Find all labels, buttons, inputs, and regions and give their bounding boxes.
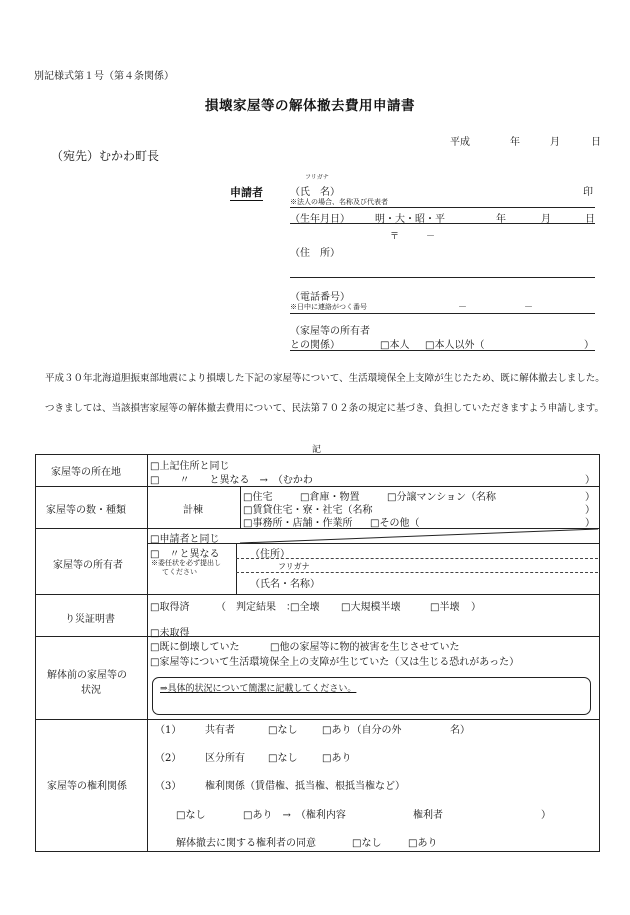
proxy-note: ※委任状を必ず提出し — [151, 559, 221, 567]
status-hazard-checkbox[interactable]: □家屋等について生活環境保全上の支障が生じていた（又は生じる恐れがあった） — [150, 657, 520, 668]
rights-none-checkbox[interactable]: □なし — [176, 810, 206, 821]
owner-furigana: フリガナ — [278, 562, 310, 571]
status-damage-checkbox[interactable]: □他の家屋等に物的被害を生じさせていた — [270, 642, 460, 653]
cert-not-obtained-checkbox[interactable]: □未取得 — [150, 628, 190, 639]
owner-label: 家屋等の所有者 — [53, 560, 123, 571]
type-storage-checkbox[interactable]: □倉庫・物置 — [300, 492, 360, 503]
owner-different-checkbox[interactable]: □ 〃と異なる — [150, 549, 220, 560]
cert-half-checkbox[interactable]: □半壊 — [430, 602, 460, 613]
cert-large-checkbox[interactable]: □大規模半壊 — [341, 602, 401, 613]
building-count: 計棟 — [183, 505, 203, 516]
strike-diagonal — [240, 529, 598, 544]
consent-yes-checkbox[interactable]: □あり — [408, 838, 438, 849]
name-furigana: フリガナ — [305, 174, 329, 181]
condo-none-checkbox[interactable]: □なし — [268, 753, 298, 764]
location-different-checkbox[interactable]: □ 〃 と異なる → （むかわ — [150, 475, 313, 486]
owner-address-label: （住所） — [250, 549, 290, 560]
postal-code: 〒 － — [390, 232, 436, 242]
body-paragraph-2: つきましては、当該損害家屋等の解体撤去費用について、民法第７０２条の規定に基づき、負担していただきますよう申請します。 — [45, 403, 604, 414]
page-title: 損壊家屋等の解体撤去費用申請書 — [205, 98, 415, 114]
ki-heading: 記 — [312, 445, 322, 455]
type-house-checkbox[interactable]: □住宅 — [243, 492, 273, 503]
name-label: （氏 名） — [290, 187, 340, 198]
condo-yes-checkbox[interactable]: □あり — [322, 753, 352, 764]
rights-yes-checkbox[interactable]: □あり → （権利内容 — [243, 810, 346, 821]
type-office-checkbox[interactable]: □事務所・店舗・作業所 — [243, 518, 353, 529]
detail-instruction: ⇒具体的状況について簡潔に記載してください。 — [160, 684, 357, 694]
consent-label: 解体撤去に関する権利者の同意 — [176, 838, 316, 849]
phone-note: ※日中に連絡がつく番号 — [290, 303, 367, 311]
location-same-checkbox[interactable]: □上記住所と同じ — [150, 461, 230, 472]
type-rental-checkbox[interactable]: □賃貸住宅・寮・社宅（名称 — [243, 505, 373, 516]
corp-note: ※法人の場合、名称及び代表者 — [290, 198, 388, 206]
form-number: 別記様式第１号（第４条関係） — [34, 71, 174, 82]
phone-label: （電話番号） — [290, 292, 350, 303]
owner-name-label: （氏名・名称） — [250, 579, 320, 590]
relation-label: （家屋等の所有者 — [290, 326, 370, 337]
applicant-label: 申請者 — [230, 186, 263, 199]
addressee: （宛先）むかわ町長 — [51, 149, 160, 163]
status-label: 解体前の家屋等の — [47, 670, 127, 681]
type-condo-checkbox[interactable]: □分譲マンション（名称 — [387, 492, 496, 503]
body-paragraph-1: 平成３０年北海道胆振東部地震により損壊した下記の家屋等について、生活環境保全上支障が生じたため、既に解体撤去しました。 — [45, 373, 605, 384]
cert-label: り災証明書 — [65, 614, 115, 625]
relation-other-checkbox[interactable]: □本人以外（ — [425, 340, 485, 351]
cert-full-checkbox[interactable]: □全壊 — [290, 602, 320, 613]
owner-same-checkbox[interactable]: □申請者と同じ — [150, 534, 220, 545]
condo-label: 区分所有 — [205, 753, 245, 764]
birth-label: （生年月日） — [290, 214, 350, 225]
consent-none-checkbox[interactable]: □なし — [352, 838, 382, 849]
seal-mark: 印 — [583, 187, 593, 198]
rights-holder-label: 権利者 — [413, 810, 443, 821]
count-label: 家屋等の数・種類 — [46, 505, 126, 516]
rights-relation-label: 権利関係（賃借権、抵当権、根抵当権など） — [205, 781, 405, 792]
birth-eras: 明・大・昭・平 — [375, 214, 445, 225]
address-label: （住 所） — [290, 248, 340, 259]
type-other-checkbox[interactable]: □その他（ — [370, 518, 420, 529]
co-owner-label: 共有者 — [205, 725, 235, 736]
status-collapsed-checkbox[interactable]: □既に倒壊していた — [150, 642, 240, 653]
location-label: 家屋等の所在地 — [51, 467, 121, 478]
co-owner-none-checkbox[interactable]: □なし — [268, 725, 298, 736]
co-owner-yes-checkbox[interactable]: □あり（自分の外 — [322, 725, 402, 736]
relation-self-checkbox[interactable]: □本人 — [380, 340, 410, 351]
cert-obtained-checkbox[interactable]: □取得済 — [150, 602, 190, 613]
rights-label: 家屋等の権利関係 — [47, 781, 127, 792]
